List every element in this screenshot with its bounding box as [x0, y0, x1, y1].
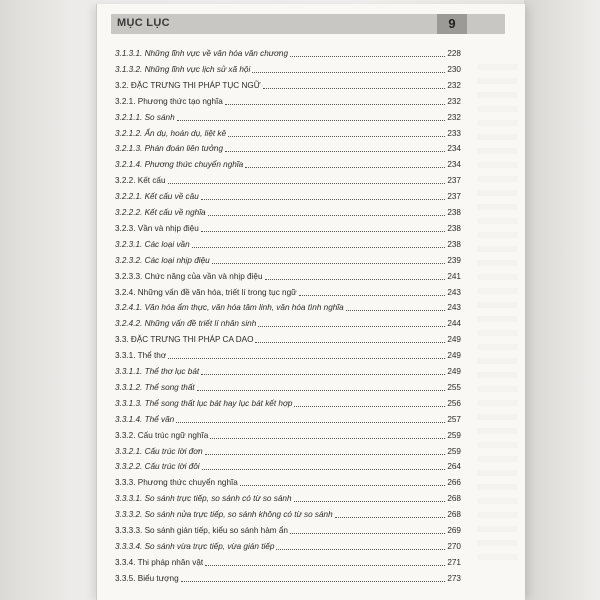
toc-entry [115, 219, 461, 234]
toc-entry [115, 171, 461, 186]
toc-leader-dots [299, 294, 446, 296]
toc-entry-page: 249 [447, 351, 461, 361]
toc-entry-page: 257 [447, 414, 461, 424]
toc-entry-label: 3.2. ĐẶC TRƯNG THI PHÁP TỤC NGỮ [115, 80, 261, 90]
toc-leader-dots [255, 341, 445, 343]
toc-entry-label: 3.3.1. Thể thơ [115, 351, 167, 361]
page-number: 9 [448, 16, 456, 31]
toc-entry-page: 228 [447, 49, 461, 58]
toc-leader-dots [202, 468, 446, 470]
toc-entry [115, 521, 461, 536]
toc-entry [115, 235, 461, 250]
toc-entry [115, 60, 461, 75]
toc-entry [115, 92, 461, 107]
toc-leader-dots [201, 373, 445, 375]
toc-leader-dots [335, 516, 446, 518]
toc-entry [115, 330, 461, 345]
toc-entry-label: 3.2.2.1. Kết cấu về câu [115, 192, 199, 202]
toc-leader-dots [210, 437, 445, 439]
toc-entry-label: 3.2.1. Phương thức tạo nghĩa [115, 96, 223, 106]
toc-leader-dots [177, 119, 446, 121]
toc-leader-dots [263, 87, 446, 89]
toc-entry-label: 3.3.3.2. So sánh nửa trực tiếp, so sánh không có từ so sánh [115, 510, 333, 520]
toc-entry-label: 3.2.3.1. Các loại vần [115, 239, 190, 249]
toc-entry-label: 3.3.1.1. Thể thơ lục bát [115, 367, 200, 376]
toc-entry-page: 234 [447, 144, 461, 154]
toc-entry-label: 3.3.2.2. Cấu trúc lời đôi [115, 462, 200, 472]
book-page [96, 4, 525, 600]
toc-entry-label: 3.2.2. Kết cấu [115, 176, 166, 186]
toc-entry-label: 3.3.4. Thi pháp nhân vật [115, 557, 204, 567]
toc-entry-label: 3.2.3.2. Các loại nhịp điệu [115, 255, 210, 265]
toc-entry-label: 3.1.3.1. Những lĩnh vực về văn hóa văn chương [115, 49, 288, 58]
toc-entry-page: 237 [447, 192, 461, 202]
toc-entry [115, 473, 461, 488]
toc-entry [115, 76, 461, 91]
toc-entry-page: 232 [447, 112, 461, 122]
toc-entry-label: 3.3.5. Biểu tượng [115, 573, 179, 583]
toc-entry [115, 537, 461, 552]
toc-entry [115, 489, 461, 504]
toc-leader-dots [290, 532, 445, 534]
toc-entry [115, 569, 461, 584]
toc-entry-page: 243 [447, 287, 461, 297]
toc-entry [115, 426, 461, 441]
toc-entry-page: 255 [447, 382, 461, 392]
toc-entry [115, 267, 461, 282]
toc-leader-dots [168, 357, 445, 359]
toc-leader-dots [265, 278, 446, 280]
toc-entry [115, 346, 461, 361]
toc-entry [115, 124, 461, 139]
toc-entry-page: 270 [447, 541, 461, 551]
toc-entry-page: 268 [447, 510, 461, 520]
toc-entry-page: 234 [447, 160, 461, 170]
toc-entry-page: 271 [447, 557, 461, 567]
toc-entry-page: 239 [447, 255, 461, 265]
toc-leader-dots [201, 230, 446, 232]
toc-entry [115, 457, 461, 472]
toc-entry-label: 3.2.1.4. Phương thức chuyển nghĩa [115, 160, 244, 170]
toc-entry-page: 268 [447, 494, 461, 504]
toc-entry-page: 259 [447, 446, 461, 456]
toc-entry-label: 3.3. ĐẶC TRƯNG THI PHÁP CA DAO [115, 335, 254, 345]
toc-leader-dots [205, 564, 445, 566]
page-title: MỤC LỤC [117, 17, 170, 29]
toc-leader-dots [294, 405, 445, 407]
toc-entry [115, 44, 461, 59]
toc-entry-page: 238 [447, 208, 461, 217]
toc-entry-label: 3.1.3.2. Những lĩnh vực lịch sử xã hội [115, 64, 251, 74]
toc-entry-page: 238 [447, 239, 461, 249]
toc-leader-dots [192, 246, 446, 248]
toc-entry-label: 3.2.3.3. Chức năng của vần và nhịp điệu [115, 271, 263, 281]
toc-entry-label: 3.2.2.2. Kết cấu về nghĩa [115, 208, 206, 217]
toc-entry [115, 314, 461, 329]
toc-leader-dots [225, 103, 445, 105]
toc-leader-dots [228, 135, 445, 137]
bleed-through-texture [477, 64, 517, 564]
toc-entry-label: 3.3.3.4. So sánh vừa trực tiếp, vừa gián tiếp [115, 541, 275, 551]
background-strip [524, 0, 600, 600]
toc-entry-label: 3.3.3.1. So sánh trực tiếp, so sánh có từ so sánh [115, 494, 292, 504]
toc-entry [115, 442, 461, 457]
toc-entry-label: 3.2.4. Những vấn đề văn hóa, triết lí trong tục ngữ [115, 287, 297, 297]
toc-entry-page: 259 [447, 430, 461, 440]
toc-leader-dots [176, 421, 445, 423]
toc-leader-dots [205, 453, 446, 455]
toc-entry-label: 3.2.4.1. Văn hóa ẩm thực, văn hóa tâm linh, văn hóa tình nghĩa [115, 303, 344, 313]
toc-entry-label: 3.3.1.3. Thể song thất lục bát hay lục bát kết hợp [115, 398, 293, 408]
toc-entry-label: 3.3.1.4. Thể vãn [115, 414, 175, 424]
toc-entry [115, 505, 461, 520]
toc-entry [115, 298, 461, 313]
toc-entry-page: 237 [447, 176, 461, 186]
toc-entry-page: 232 [447, 96, 461, 106]
toc-leader-dots [252, 71, 445, 73]
toc-entry-label: 3.3.3.3. So sánh gián tiếp, kiểu so sánh hàm ẩn [115, 526, 288, 535]
toc-entry [115, 394, 461, 409]
toc-entry [115, 187, 461, 202]
toc-leader-dots [201, 198, 446, 200]
toc-entry-page: 243 [447, 303, 461, 313]
toc-entry [115, 553, 461, 568]
toc-entry-page: 273 [447, 573, 461, 583]
toc-leader-dots [225, 150, 445, 152]
toc-entry-page: 266 [447, 478, 461, 488]
toc-entry-page: 230 [447, 64, 461, 74]
toc-entry-label: 3.3.3. Phương thức chuyển nghĩa [115, 478, 238, 488]
toc-entry-label: 3.3.1.2. Thể song thất [115, 382, 195, 392]
toc-entry-label: 3.3.2. Cấu trúc ngữ nghĩa [115, 430, 209, 440]
toc-leader-dots [258, 325, 445, 327]
toc-entry [115, 251, 461, 266]
toc-entry-label: 3.2.4.2. Những vấn đề triết lí nhân sinh [115, 319, 257, 329]
toc-entry [115, 410, 461, 425]
toc-entry [115, 362, 461, 377]
toc-leader-dots [181, 580, 446, 582]
toc-entry [115, 155, 461, 170]
toc-entry-page: 238 [447, 223, 461, 233]
toc-entry [115, 283, 461, 298]
toc-entry-page: 256 [447, 398, 461, 408]
toc-leader-dots [290, 55, 445, 57]
toc-entry [115, 378, 461, 393]
toc-entry-page: 249 [447, 335, 461, 345]
toc-leader-dots [208, 214, 446, 216]
toc-leader-dots [168, 182, 446, 184]
toc-leader-dots [212, 262, 446, 264]
toc-leader-dots [294, 500, 446, 502]
toc-entry-page: 233 [447, 128, 461, 138]
toc-entry-label: 3.3.2.1. Cấu trúc lời đơn [115, 446, 203, 456]
toc-entry-label: 3.2.1.3. Phán đoán liên tưởng [115, 144, 224, 154]
toc-entry-page: 241 [447, 271, 461, 281]
toc-entry-page: 264 [447, 462, 461, 472]
toc-entry-label: 3.2.3. Vần và nhịp điệu [115, 223, 199, 233]
toc-entry-page: 269 [447, 526, 461, 535]
toc-entry-page: 232 [447, 80, 461, 90]
toc-entry-page: 244 [447, 319, 461, 329]
toc-leader-dots [240, 484, 445, 486]
toc-entry [115, 203, 461, 218]
toc-entry [115, 108, 461, 123]
toc-leader-dots [245, 166, 445, 168]
toc-entry [115, 139, 461, 154]
toc-entry-label: 3.2.1.1. So sánh [115, 112, 175, 122]
toc-entry-page: 249 [447, 367, 461, 376]
toc-entry-label: 3.2.1.2. Ẩn dụ, hoán dụ, liệt kê [115, 128, 227, 138]
toc-leader-dots [197, 389, 446, 391]
toc-leader-dots [276, 548, 445, 550]
toc-leader-dots [346, 309, 446, 311]
